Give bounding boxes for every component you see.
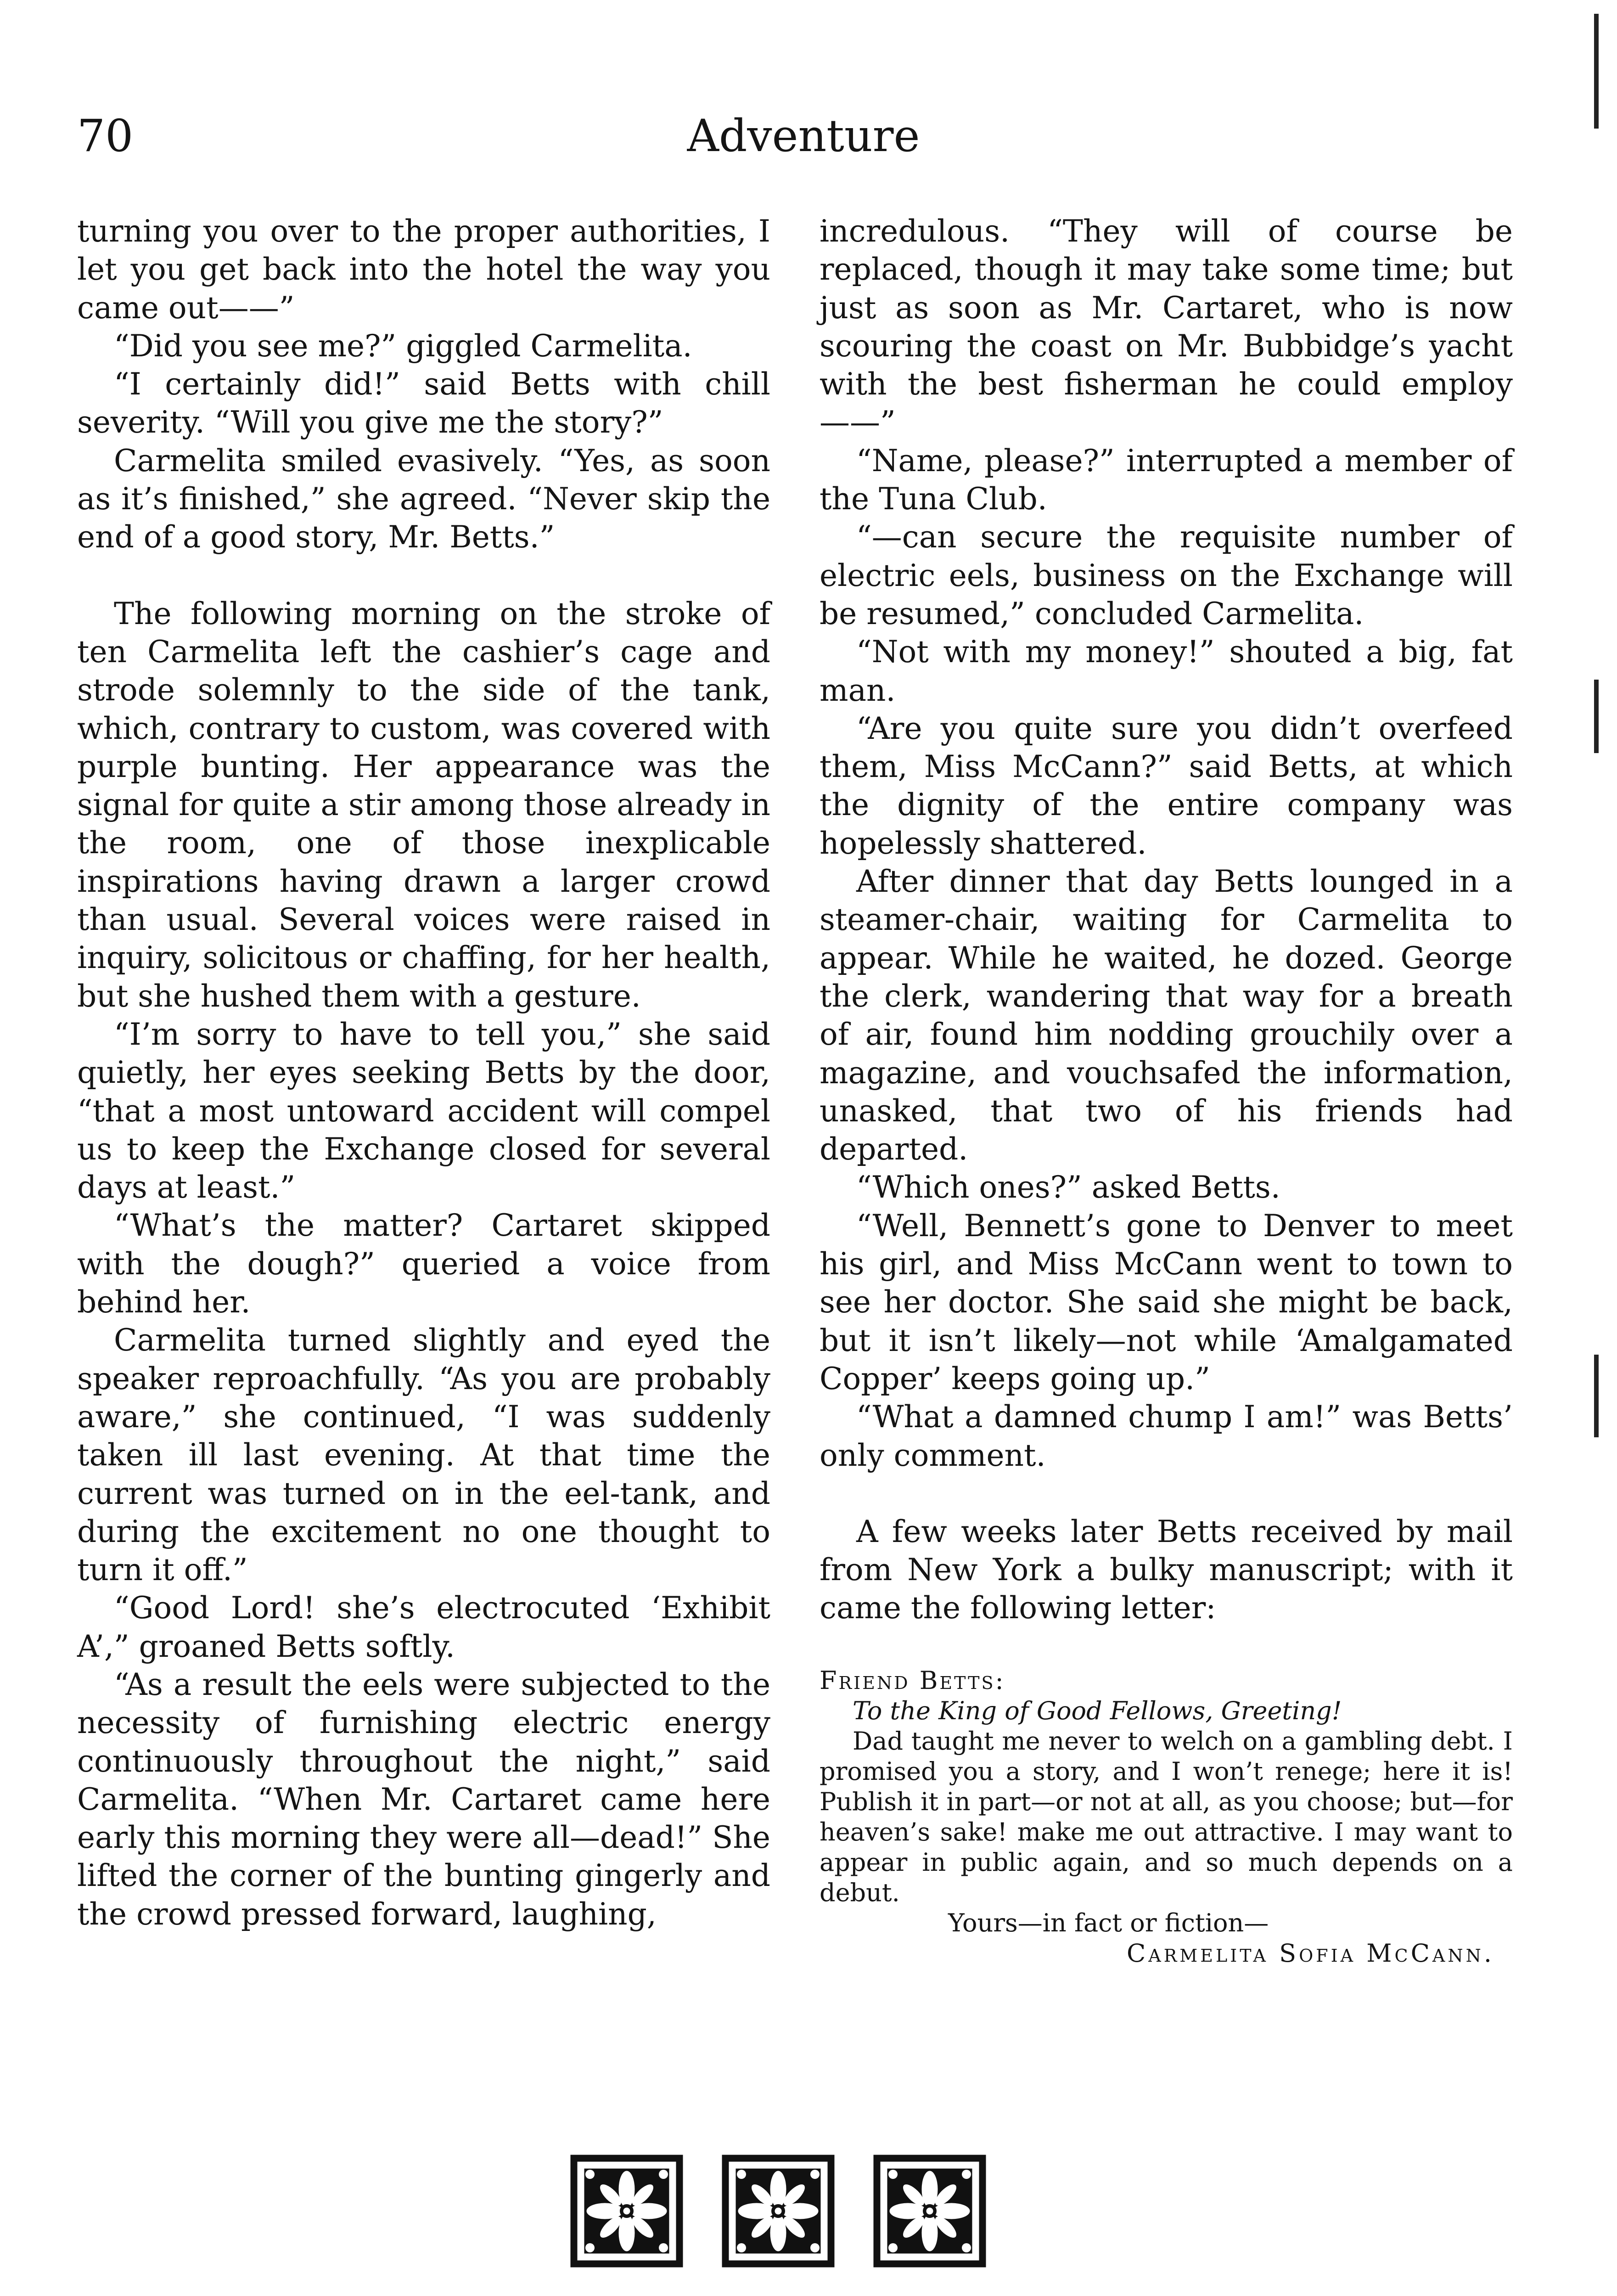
paragraph: “As a result the eels were subjected to the necessity of furnishing electric energy continuously throughout the night,” said Carmelita. “When Mr. Cartaret came here early this morning they were all—dead!” She lifted the corner of the bunting gingerly and the crowd pressed forward, laughing, <box>77 1666 770 1932</box>
letter-salutation: Friend Betts: <box>820 1666 1005 1695</box>
paragraph: “Did you see me?” giggled Carmelita. <box>114 328 692 364</box>
floral-tile-icon <box>872 2154 987 2268</box>
letter-closing: Yours—in fact or fiction— <box>948 1908 1269 1937</box>
paragraph: Carmelita smiled evasively. “Yes, as soon as it’s finished,” she agreed. “Never skip the end of a good story, Mr. Betts.” <box>77 443 770 555</box>
paragraph: “What a damned chump I am!” was Betts’ only comment. <box>820 1399 1513 1473</box>
right-column <box>820 212 1513 1969</box>
page-number: 70 <box>77 110 134 162</box>
paragraph: “Name, please?” interrupted a member of the Tuna Club. <box>820 443 1513 517</box>
left-column <box>77 212 770 1933</box>
paragraph: “Well, Bennett’s gone to Denver to meet his girl, and Miss McCann went to town to see her doctor. She said she might be back, but it isn’t likely—not while ‘Amalgamated Copper’ keeps going up.” <box>820 1208 1513 1396</box>
page-edge-rule <box>1594 1355 1599 1437</box>
page-edge-rule <box>1594 680 1599 753</box>
paragraph: A few weeks later Betts received by mail from New York a bulky manuscript; with it came the following letter: <box>820 1514 1513 1626</box>
paragraph: “I’m sorry to have to tell you,” she said quietly, her eyes seeking Betts by the door, “that a most untoward accident will compel us to keep the Exchange closed for several days at least.” <box>77 1016 770 1205</box>
paragraph: “—can secure the requisite number of electric eels, business on the Exchange will be resumed,” concluded Carmelita. <box>820 519 1513 631</box>
paragraph: turning you over to the proper authorities, I let you get back into the hotel the way you came out——” <box>77 214 770 326</box>
letter-signature: Carmelita Sofia McCann. <box>1126 1938 1494 1968</box>
letter <box>820 1666 1513 1969</box>
paragraph: “Which ones?” asked Betts. <box>856 1170 1280 1205</box>
paragraph: The following morning on the stroke of ten Carmelita left the cashier’s cage and strode solemnly to the side of the tank, which, contrary to custom, was covered with purple bunting. Her appearance was the signal for quite a stir among those already in the room, one of those inexplicable inspirations having drawn a larger crowd than usual. Several voices were raised in inquiry, solicitous or chaffing, for her health, but she hushed them with a gesture. <box>77 596 770 1014</box>
paragraph: After dinner that day Betts lounged in a steamer-chair, waiting for Carmelita to appear. While he waited, he dozed. George the clerk, wandering that way for a breath of air, found him nodding grouchily over a magazine, and vouchsafed the information, unasked, that two of his friends had departed. <box>820 864 1513 1167</box>
letter-body: Dad taught me never to welch on a gambling debt. I promised you a story, and I won’t renege; here it is! Publish it in part—or not at all, as you choose; but—for heaven’s sake! make me out attractive. I may want to appear in public again, and so much depends on a debut. <box>820 1726 1513 1907</box>
letter-greeting: To the King of Good Fellows, Greeting! <box>853 1696 1342 1725</box>
ornament-row <box>569 2154 1028 2268</box>
paragraph: incredulous. “They will of course be replaced, though it may take some time; but just as soon as Mr. Cartaret, who is now scouring the coast on Mr. Bubbidge’s yacht with the best fisherman he could employ——” <box>820 214 1513 440</box>
running-title: Adventure <box>687 110 920 162</box>
page-edge-rule <box>1594 14 1599 129</box>
paragraph: Carmelita turned slightly and eyed the speaker reproachfully. “As you are probably aware,” she continued, “I was suddenly taken ill last evening. At that time the current was turned on in the eel-tank, and during the excitement no one thought to turn it off.” <box>77 1322 770 1588</box>
paragraph: “Not with my money!” shouted a big, fat man. <box>820 634 1513 708</box>
paragraph: “Good Lord! she’s electrocuted ‘Exhibit A’,” groaned Betts softly. <box>77 1590 770 1664</box>
floral-tile-icon <box>721 2154 836 2268</box>
paragraph: “I certainly did!” said Betts with chill severity. “Will you give me the story?” <box>77 366 770 440</box>
paragraph: “Are you quite sure you didn’t overfeed them, Miss McCann?” said Betts, at which the dignity of the entire company was hopelessly shattered. <box>820 710 1513 861</box>
floral-tile-icon <box>569 2154 684 2268</box>
paragraph: “What’s the matter? Cartaret skipped with the dough?” queried a voice from behind her. <box>77 1208 770 1320</box>
